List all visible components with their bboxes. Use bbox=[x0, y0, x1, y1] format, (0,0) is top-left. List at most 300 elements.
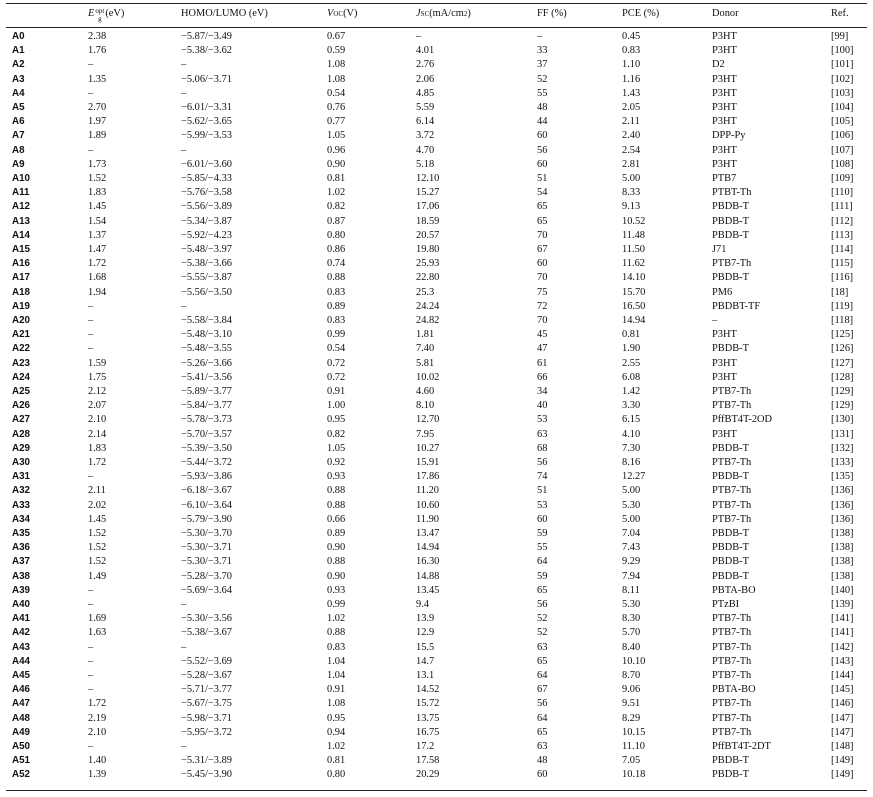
cell-acceptor-id: A34 bbox=[12, 513, 30, 525]
cell-ff: 60 bbox=[537, 130, 548, 142]
header-bandgap bbox=[88, 0, 124, 27]
cell-donor: PTB7-Th bbox=[712, 499, 752, 511]
cell-acceptor-id: A31 bbox=[12, 471, 30, 483]
cell-donor: PBDB-T bbox=[712, 528, 749, 539]
cell-homo-lumo: – bbox=[181, 641, 187, 653]
header-jsc-sup: 2 bbox=[463, 9, 468, 18]
cell-jsc: 19.80 bbox=[416, 244, 440, 255]
cell-voc: 0.88 bbox=[327, 485, 346, 497]
cell-acceptor-id: A17 bbox=[12, 272, 30, 284]
cell-donor: PTB7-Th bbox=[712, 698, 752, 710]
cell-homo-lumo: −5.39/−3.50 bbox=[181, 442, 232, 454]
cell-jsc: 4.01 bbox=[416, 45, 435, 57]
cell-pce: 2.05 bbox=[622, 102, 641, 113]
cell-donor: PBDB-T bbox=[712, 229, 749, 241]
cell-bandgap: 1.47 bbox=[88, 244, 107, 255]
cell-ff: 63 bbox=[537, 741, 548, 752]
cell-homo-lumo: −5.34/−3.87 bbox=[181, 215, 232, 227]
header-ref: Ref. bbox=[831, 8, 849, 19]
cell-pce: 5.30 bbox=[622, 499, 641, 511]
header-bandgap-unit: (eV) bbox=[105, 8, 125, 19]
cell-bandgap: 1.72 bbox=[88, 698, 107, 710]
cell-acceptor-id: A8 bbox=[12, 144, 25, 156]
cell-bandgap: 1.72 bbox=[88, 457, 107, 468]
cell-jsc: 15.27 bbox=[416, 187, 440, 199]
cell-pce: 5.70 bbox=[622, 627, 641, 639]
cell-acceptor-id: A41 bbox=[12, 613, 30, 625]
cell-pce: 1.16 bbox=[622, 73, 641, 85]
cell-homo-lumo: – bbox=[181, 599, 187, 610]
cell-pce: 2.40 bbox=[622, 130, 641, 142]
cell-bandgap: – bbox=[88, 87, 94, 99]
cell-voc: 0.91 bbox=[327, 386, 346, 397]
cell-jsc: 10.02 bbox=[416, 371, 440, 383]
cell-jsc: 17.2 bbox=[416, 741, 435, 752]
cell-donor: PBDB-T bbox=[712, 769, 749, 781]
cell-homo-lumo: −5.45/−3.90 bbox=[181, 769, 232, 781]
cell-homo-lumo: −5.78/−3.73 bbox=[181, 414, 232, 426]
cell-bandgap: 2.38 bbox=[88, 31, 107, 42]
cell-acceptor-id: A38 bbox=[12, 570, 30, 582]
table-row bbox=[0, 527, 873, 541]
cell-voc: 0.90 bbox=[327, 542, 346, 554]
cell-ref: [141] bbox=[831, 613, 854, 625]
cell-donor: P3HT bbox=[712, 116, 737, 128]
cell-voc: 0.90 bbox=[327, 158, 346, 170]
cell-homo-lumo: −5.30/−3.56 bbox=[181, 613, 232, 625]
cell-bandgap: – bbox=[88, 599, 94, 610]
cell-jsc: 1.81 bbox=[416, 329, 435, 341]
cell-pce: 6.08 bbox=[622, 371, 641, 383]
cell-donor: PTB7-Th bbox=[712, 627, 752, 639]
cell-acceptor-id: A32 bbox=[12, 485, 30, 497]
cell-acceptor-id: A16 bbox=[12, 258, 30, 270]
cell-voc: 1.04 bbox=[327, 670, 346, 681]
cell-ref: [108] bbox=[831, 158, 854, 170]
cell-pce: 11.48 bbox=[622, 229, 645, 241]
cell-ff: 60 bbox=[537, 258, 548, 270]
cell-bandgap: 1.89 bbox=[88, 130, 107, 142]
cell-donor: PBDB-T bbox=[712, 570, 749, 582]
cell-ref: [126] bbox=[831, 343, 854, 355]
table-row bbox=[0, 115, 873, 129]
cell-voc: 0.95 bbox=[327, 712, 346, 724]
cell-homo-lumo: −5.99/−3.53 bbox=[181, 130, 232, 142]
cell-voc: 0.83 bbox=[327, 286, 346, 298]
cell-ff: 64 bbox=[537, 712, 548, 724]
cell-donor: P3HT bbox=[712, 357, 737, 369]
cell-acceptor-id: A14 bbox=[12, 229, 30, 241]
cell-ff: 59 bbox=[537, 570, 548, 582]
cell-donor: PTzBI bbox=[712, 599, 740, 610]
cell-pce: 11.62 bbox=[622, 258, 645, 270]
cell-bandgap: 2.12 bbox=[88, 386, 107, 397]
cell-ff: 63 bbox=[537, 641, 548, 653]
cell-ff: 47 bbox=[537, 343, 548, 355]
cell-bandgap: 1.45 bbox=[88, 513, 107, 525]
cell-acceptor-id: A44 bbox=[12, 655, 30, 667]
cell-homo-lumo: −5.52/−3.69 bbox=[181, 655, 232, 667]
cell-acceptor-id: A30 bbox=[12, 457, 30, 468]
cell-ref: [147] bbox=[831, 712, 854, 724]
cell-donor: PBDB-T bbox=[712, 755, 749, 767]
cell-ff: 53 bbox=[537, 499, 548, 511]
cell-homo-lumo: −5.69/−3.64 bbox=[181, 584, 232, 596]
cell-acceptor-id: A20 bbox=[12, 315, 30, 326]
cell-jsc: 25.93 bbox=[416, 258, 440, 270]
cell-homo-lumo: −5.76/−3.58 bbox=[181, 187, 232, 199]
cell-pce: 1.10 bbox=[622, 59, 641, 71]
cell-ref: [136] bbox=[831, 513, 854, 525]
cell-bandgap: – bbox=[88, 144, 94, 156]
cell-voc: 0.93 bbox=[327, 584, 346, 596]
cell-homo-lumo: −5.44/−3.72 bbox=[181, 457, 232, 468]
cell-ff: 60 bbox=[537, 513, 548, 525]
cell-bandgap: 1.45 bbox=[88, 201, 107, 213]
cell-voc: 0.72 bbox=[327, 357, 346, 369]
cell-ff: 67 bbox=[537, 684, 548, 696]
cell-acceptor-id: A37 bbox=[12, 556, 30, 568]
cell-ref: [127] bbox=[831, 357, 854, 369]
cell-donor: PM6 bbox=[712, 286, 733, 298]
cell-pce: 4.10 bbox=[622, 428, 641, 440]
cell-pce: 11.50 bbox=[622, 244, 645, 255]
cell-jsc: 2.76 bbox=[416, 59, 435, 71]
cell-bandgap: 1.52 bbox=[88, 528, 107, 539]
cell-voc: 1.08 bbox=[327, 59, 346, 71]
cell-voc: 1.05 bbox=[327, 442, 346, 454]
cell-acceptor-id: A45 bbox=[12, 670, 30, 681]
cell-jsc: 17.86 bbox=[416, 471, 440, 483]
cell-donor: PTB7-Th bbox=[712, 485, 752, 497]
cell-acceptor-id: A24 bbox=[12, 371, 30, 383]
cell-bandgap: 2.02 bbox=[88, 499, 107, 511]
cell-homo-lumo: −5.71/−3.77 bbox=[181, 684, 232, 696]
cell-bandgap: 1.39 bbox=[88, 769, 107, 781]
cell-ff: 75 bbox=[537, 286, 548, 298]
cell-bandgap: 1.52 bbox=[88, 173, 107, 184]
cell-homo-lumo: −5.28/−3.70 bbox=[181, 570, 232, 582]
cell-pce: 5.00 bbox=[622, 513, 641, 525]
cell-homo-lumo: −5.79/−3.90 bbox=[181, 513, 232, 525]
cell-acceptor-id: A39 bbox=[12, 584, 30, 596]
cell-ff: 54 bbox=[537, 187, 548, 199]
cell-donor: P3HT bbox=[712, 73, 737, 85]
cell-bandgap: 1.75 bbox=[88, 371, 107, 383]
cell-bandgap: – bbox=[88, 741, 94, 752]
cell-donor: PTB7-Th bbox=[712, 400, 752, 412]
cell-bandgap: 1.97 bbox=[88, 116, 107, 128]
cell-donor: P3HT bbox=[712, 144, 737, 156]
cell-homo-lumo: −5.84/−3.77 bbox=[181, 400, 232, 412]
cell-voc: 0.59 bbox=[327, 45, 346, 57]
cell-voc: 0.81 bbox=[327, 173, 346, 184]
cell-jsc: 18.59 bbox=[416, 215, 440, 227]
cell-acceptor-id: A42 bbox=[12, 627, 30, 639]
cell-ref: [105] bbox=[831, 116, 854, 128]
cell-donor: PBDB-T bbox=[712, 542, 749, 554]
cell-voc: 0.83 bbox=[327, 641, 346, 653]
table-row bbox=[0, 570, 873, 584]
cell-homo-lumo: −5.48/−3.55 bbox=[181, 343, 232, 355]
cell-acceptor-id: A22 bbox=[12, 343, 30, 355]
cell-bandgap: 1.49 bbox=[88, 570, 107, 582]
cell-jsc: 13.75 bbox=[416, 712, 440, 724]
cell-acceptor-id: A11 bbox=[12, 187, 30, 199]
cell-bandgap: 1.52 bbox=[88, 542, 107, 554]
cell-ref: [149] bbox=[831, 755, 854, 767]
cell-jsc: 4.70 bbox=[416, 144, 435, 156]
cell-voc: 0.54 bbox=[327, 343, 346, 355]
table-row bbox=[0, 73, 873, 87]
cell-homo-lumo: −6.10/−3.64 bbox=[181, 499, 232, 511]
table-row bbox=[0, 754, 873, 768]
cell-ref: [145] bbox=[831, 684, 854, 696]
cell-acceptor-id: A2 bbox=[12, 59, 25, 71]
cell-ff: 33 bbox=[537, 45, 548, 57]
cell-donor: P3HT bbox=[712, 428, 737, 440]
cell-ref: [109] bbox=[831, 173, 854, 184]
cell-bandgap: 1.83 bbox=[88, 187, 107, 199]
cell-donor: PBDB-T bbox=[712, 343, 749, 355]
cell-acceptor-id: A52 bbox=[12, 769, 30, 781]
cell-ff: 55 bbox=[537, 87, 548, 99]
cell-ref: [125] bbox=[831, 329, 854, 341]
cell-bandgap: 2.07 bbox=[88, 400, 107, 412]
table-row bbox=[0, 428, 873, 442]
cell-voc: 1.08 bbox=[327, 73, 346, 85]
cell-acceptor-id: A47 bbox=[12, 698, 30, 710]
cell-pce: 10.10 bbox=[622, 655, 646, 667]
cell-jsc: 10.27 bbox=[416, 442, 440, 454]
cell-bandgap: 1.52 bbox=[88, 556, 107, 568]
cell-ref: [131] bbox=[831, 428, 854, 440]
cell-jsc: 17.58 bbox=[416, 755, 440, 767]
cell-voc: 0.86 bbox=[327, 244, 346, 255]
cell-ref: [100] bbox=[831, 45, 854, 57]
table-row bbox=[0, 371, 873, 385]
cell-donor: PBDB-T bbox=[712, 201, 749, 213]
table-row bbox=[0, 144, 873, 158]
cell-jsc: 16.30 bbox=[416, 556, 440, 568]
cell-voc: 0.76 bbox=[327, 102, 346, 113]
cell-pce: 2.81 bbox=[622, 158, 641, 170]
cell-ref: [129] bbox=[831, 386, 854, 397]
cell-jsc: 5.81 bbox=[416, 357, 435, 369]
cell-donor: P3HT bbox=[712, 371, 737, 383]
cell-ff: 65 bbox=[537, 655, 548, 667]
cell-bandgap: 2.11 bbox=[88, 485, 106, 497]
cell-voc: 0.94 bbox=[327, 726, 346, 738]
cell-jsc: 4.85 bbox=[416, 87, 435, 99]
cell-acceptor-id: A26 bbox=[12, 400, 30, 412]
cell-homo-lumo: – bbox=[181, 144, 187, 156]
cell-acceptor-id: A21 bbox=[12, 329, 30, 341]
cell-ff: 44 bbox=[537, 116, 548, 128]
cell-ff: 53 bbox=[537, 414, 548, 426]
cell-donor: PBDB-T bbox=[712, 471, 749, 483]
cell-donor: PBDB-T bbox=[712, 442, 749, 454]
cell-ff: 65 bbox=[537, 726, 548, 738]
cell-jsc: – bbox=[416, 31, 422, 42]
cell-bandgap: – bbox=[88, 343, 94, 355]
table-row bbox=[0, 286, 873, 300]
cell-donor: D2 bbox=[712, 59, 725, 71]
cell-ff: 65 bbox=[537, 201, 548, 213]
cell-pce: 11.10 bbox=[622, 741, 645, 752]
cell-ff: 60 bbox=[537, 769, 548, 781]
cell-ref: [113] bbox=[831, 229, 854, 241]
cell-ref: [135] bbox=[831, 471, 854, 483]
cell-bandgap: 1.63 bbox=[88, 627, 107, 639]
cell-ref: [132] bbox=[831, 442, 854, 454]
cell-voc: 0.67 bbox=[327, 31, 346, 42]
cell-acceptor-id: A51 bbox=[12, 755, 30, 767]
cell-jsc: 14.94 bbox=[416, 542, 440, 554]
cell-jsc: 11.90 bbox=[416, 513, 439, 525]
cell-pce: 7.43 bbox=[622, 542, 641, 554]
table-row bbox=[0, 271, 873, 285]
cell-pce: 9.06 bbox=[622, 684, 641, 696]
cell-ff: 52 bbox=[537, 73, 548, 85]
table-row bbox=[0, 669, 873, 683]
cell-ff: 40 bbox=[537, 400, 548, 412]
cell-donor: J71 bbox=[712, 244, 727, 255]
cell-acceptor-id: A12 bbox=[12, 201, 30, 213]
cell-pce: 1.43 bbox=[622, 87, 641, 99]
cell-voc: 0.89 bbox=[327, 300, 346, 312]
cell-ref: [114] bbox=[831, 244, 854, 255]
cell-homo-lumo: −5.70/−3.57 bbox=[181, 428, 232, 440]
cell-voc: 0.95 bbox=[327, 414, 346, 426]
cell-acceptor-id: A28 bbox=[12, 428, 30, 440]
cell-ref: [103] bbox=[831, 87, 854, 99]
cell-pce: 2.55 bbox=[622, 357, 641, 369]
cell-voc: 1.00 bbox=[327, 400, 346, 412]
cell-jsc: 15.72 bbox=[416, 698, 440, 710]
header-ff: FF (%) bbox=[537, 8, 567, 19]
cell-donor: PTB7-Th bbox=[712, 712, 752, 724]
cell-ref: [111] bbox=[831, 201, 853, 213]
cell-voc: 0.88 bbox=[327, 627, 346, 639]
cell-homo-lumo: −5.93/−3.86 bbox=[181, 471, 232, 483]
cell-voc: 0.92 bbox=[327, 457, 346, 468]
table-row bbox=[0, 683, 873, 697]
cell-acceptor-id: A49 bbox=[12, 726, 30, 738]
cell-ref: [118] bbox=[831, 315, 854, 326]
cell-ff: 48 bbox=[537, 102, 548, 113]
cell-acceptor-id: A15 bbox=[12, 244, 30, 255]
cell-ff: 55 bbox=[537, 542, 548, 554]
cell-ref: [115] bbox=[831, 258, 854, 270]
cell-voc: 0.83 bbox=[327, 315, 346, 326]
cell-ff: 37 bbox=[537, 59, 548, 71]
table-row bbox=[0, 513, 873, 527]
cell-acceptor-id: A18 bbox=[12, 286, 30, 298]
cell-ref: [148] bbox=[831, 741, 854, 752]
header-jsc-sub: SC bbox=[420, 9, 430, 18]
cell-acceptor-id: A1 bbox=[12, 45, 25, 57]
cell-donor: PTB7-Th bbox=[712, 641, 752, 653]
cell-acceptor-id: A46 bbox=[12, 684, 30, 696]
cell-ff: 72 bbox=[537, 300, 548, 312]
cell-jsc: 12.70 bbox=[416, 414, 440, 426]
cell-homo-lumo: – bbox=[181, 59, 187, 71]
cell-donor: P3HT bbox=[712, 102, 737, 113]
cell-jsc: 15.91 bbox=[416, 457, 440, 468]
cell-ff: 66 bbox=[537, 371, 548, 383]
cell-voc: 1.04 bbox=[327, 655, 346, 667]
cell-jsc: 3.72 bbox=[416, 130, 435, 142]
cell-jsc: 4.60 bbox=[416, 386, 435, 397]
cell-ff: 70 bbox=[537, 229, 548, 241]
cell-jsc: 24.82 bbox=[416, 315, 440, 326]
cell-pce: 5.30 bbox=[622, 599, 641, 610]
header-homo-lumo: HOMO/LUMO (eV) bbox=[181, 8, 268, 19]
cell-bandgap: 1.37 bbox=[88, 229, 107, 241]
cell-acceptor-id: A33 bbox=[12, 499, 30, 511]
cell-acceptor-id: A3 bbox=[12, 73, 25, 85]
cell-ref: [138] bbox=[831, 570, 854, 582]
cell-bandgap: – bbox=[88, 641, 94, 653]
cell-acceptor-id: A10 bbox=[12, 173, 30, 184]
cell-acceptor-id: A9 bbox=[12, 158, 25, 170]
cell-pce: 8.40 bbox=[622, 641, 641, 653]
cell-acceptor-id: A36 bbox=[12, 542, 30, 554]
cell-homo-lumo: −5.48/−3.97 bbox=[181, 244, 232, 255]
header-jsc-close: ) bbox=[467, 8, 471, 19]
table-row bbox=[0, 58, 873, 72]
cell-ref: [133] bbox=[831, 457, 854, 468]
cell-pce: 7.94 bbox=[622, 570, 641, 582]
cell-donor: PTB7 bbox=[712, 173, 737, 184]
cell-ref: [128] bbox=[831, 371, 854, 383]
cell-pce: 10.52 bbox=[622, 215, 646, 227]
cell-jsc: 14.7 bbox=[416, 655, 435, 667]
cell-jsc: 14.88 bbox=[416, 570, 440, 582]
cell-donor: PffBT4T-2OD bbox=[712, 414, 773, 426]
table-row bbox=[0, 470, 873, 484]
cell-bandgap: – bbox=[88, 655, 94, 667]
cell-jsc: 8.10 bbox=[416, 400, 435, 412]
cell-bandgap: – bbox=[88, 315, 94, 326]
cell-homo-lumo: −5.30/−3.71 bbox=[181, 542, 232, 554]
table-row bbox=[0, 541, 873, 555]
cell-homo-lumo: −5.89/−3.77 bbox=[181, 386, 232, 397]
cell-ref: [139] bbox=[831, 599, 854, 610]
cell-ref: [110] bbox=[831, 187, 854, 199]
cell-homo-lumo: −5.38/−3.62 bbox=[181, 45, 232, 57]
cell-voc: 0.80 bbox=[327, 769, 346, 781]
cell-ff: 70 bbox=[537, 315, 548, 326]
cell-bandgap: 1.72 bbox=[88, 258, 107, 270]
cell-ref: [138] bbox=[831, 556, 854, 568]
table-row bbox=[0, 243, 873, 257]
header-voc-unit: (V) bbox=[343, 8, 358, 19]
cell-voc: 0.88 bbox=[327, 556, 346, 568]
cell-jsc: 10.60 bbox=[416, 499, 440, 511]
cell-voc: 0.77 bbox=[327, 116, 346, 128]
cell-ref: [142] bbox=[831, 641, 854, 653]
cell-ref: [104] bbox=[831, 102, 854, 113]
cell-acceptor-id: A13 bbox=[12, 215, 30, 227]
cell-ref: [129] bbox=[831, 400, 854, 412]
cell-donor: PTB7-Th bbox=[712, 613, 752, 625]
cell-ff: – bbox=[537, 31, 543, 42]
cell-pce: 9.13 bbox=[622, 201, 641, 213]
cell-bandgap: 1.69 bbox=[88, 613, 107, 625]
cell-ff: 51 bbox=[537, 173, 548, 184]
